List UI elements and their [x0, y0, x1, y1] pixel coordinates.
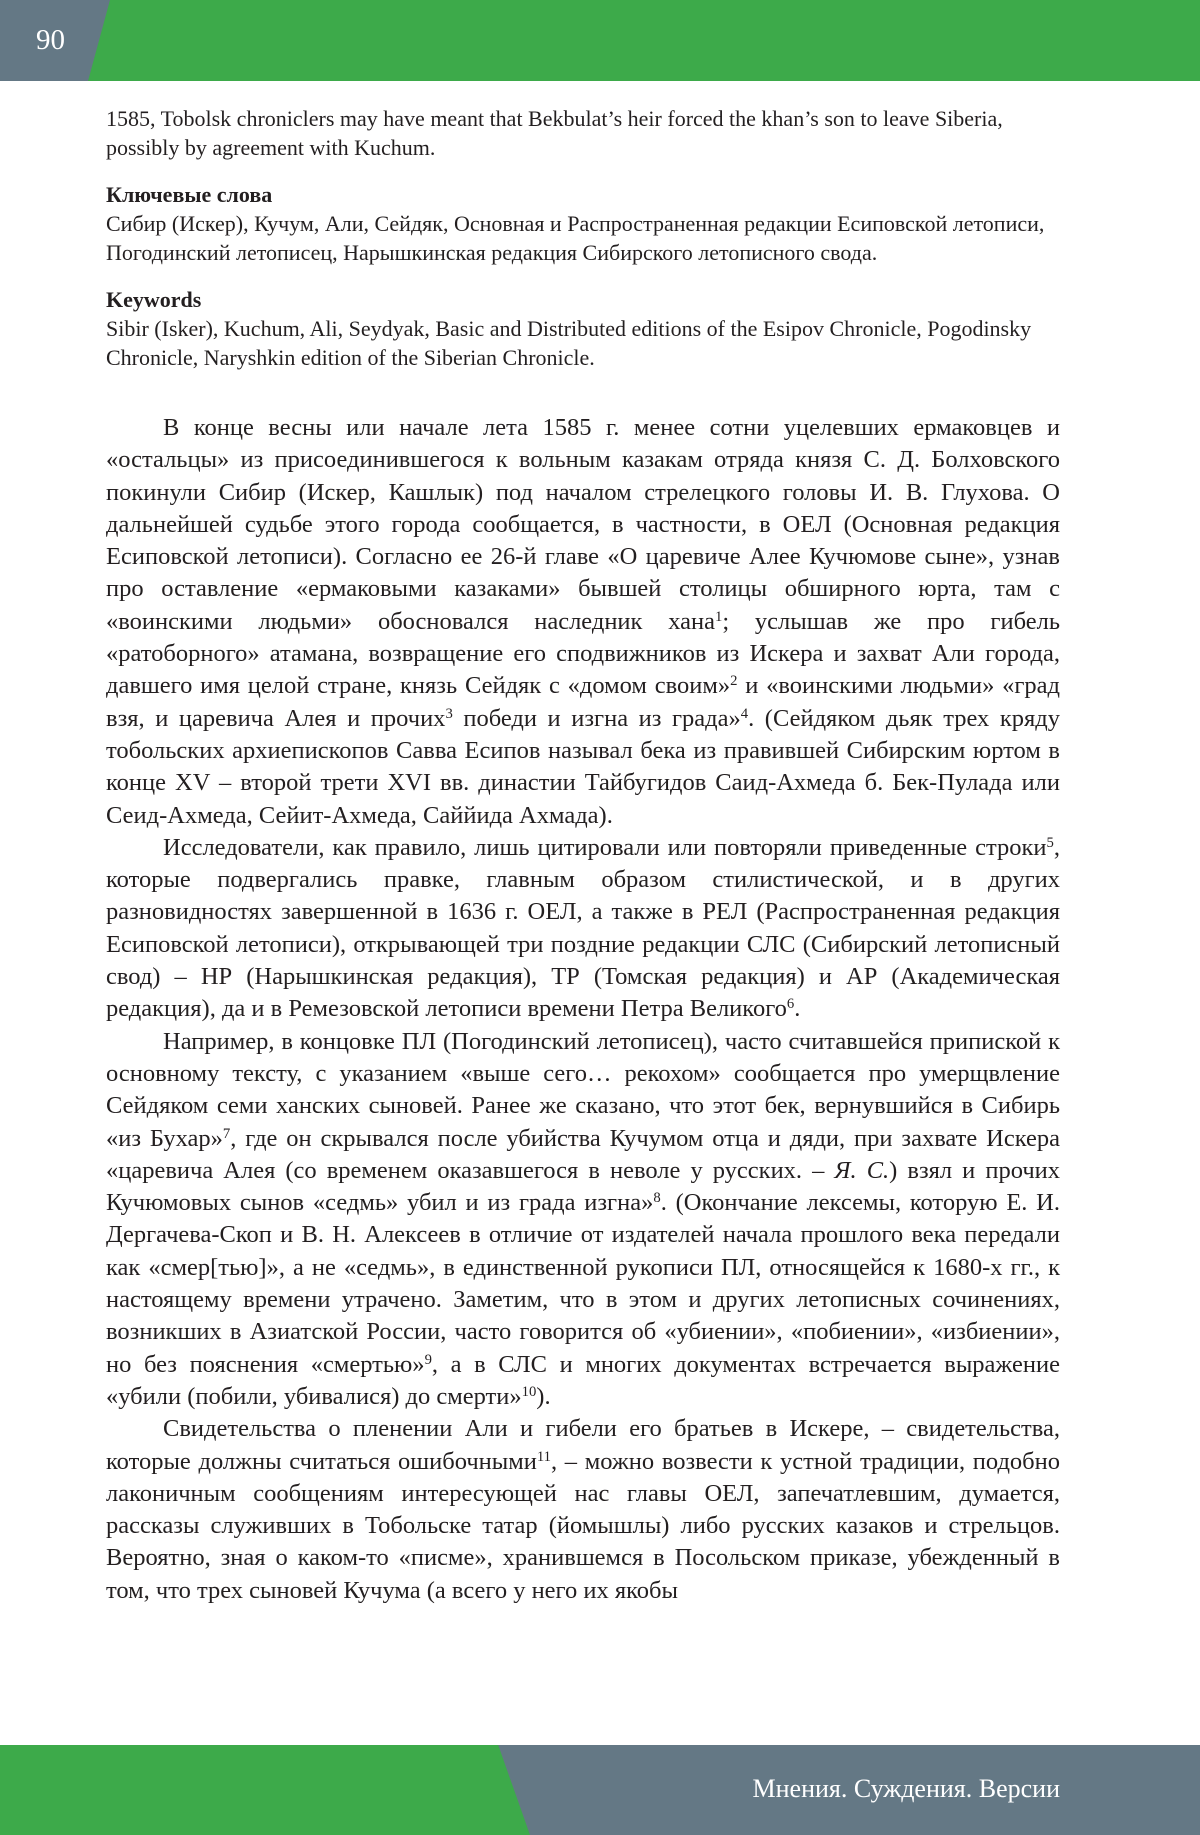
footnote-ref-10[interactable]: 10 [521, 1383, 537, 1400]
text: , – можно возвести к устной традиции, подобно лаконичным сообщениям интересующей нас главы ОЕЛ, запечатлевшим, думается, рассказы служивших в Тобольске татар (йомышлы) либо русских казаков и стрельцов. Вероятно, зная о каком-то «писме», хранившемся в Посольском приказе, убежденный в том, что трех сыновей Кучума (а всего у него их якобы [106, 1447, 1060, 1604]
keywords-en-title: Keywords [106, 287, 202, 312]
keywords-ru-title: Ключевые слова [106, 182, 273, 207]
keywords-ru [106, 180, 1060, 267]
text: Исследователи, как правило, лишь цитировали или повторяли приведенные строки [163, 833, 1047, 861]
keywords-ru-text: Сибир (Искер), Кучум, Али, Сейдяк, Основная и Распространенная редакции Есиповской летописи, Погодинский летописец, Нарышкинская редакция Сибирского летописного свода. [106, 211, 1045, 265]
text: Свидетельства о пленении Али и гибели его братьев в Искере, – свидетельства, которые должны считаться ошибочными [106, 1415, 1060, 1475]
footnote-ref-5[interactable]: 5 [1046, 834, 1054, 851]
header-bar [0, 0, 1200, 81]
journal-section-title: Мнения. Суждения. Версии [752, 1774, 1060, 1803]
paragraph-1 [106, 412, 1060, 832]
paragraph-2 [106, 832, 1060, 1026]
text: ) взял и прочих Кучюмовых сынов «седмь» убил и из града изгна» [106, 1156, 1060, 1217]
page-number: 90 [36, 24, 65, 56]
text: , а в СЛС и многих документах встречается выражение «убили (побили, убивалися) до смерти» [106, 1350, 1060, 1410]
text: В конце весны или начале лета 1585 г. менее сотни уцелевших ермаковцев и «остальцы» из присоединившегося к вольным казакам отряда князя С. Д. Болховского покинули Сибир (Искер, Кашлык) под началом стрелецкого головы И. В. Глухова. О дальнейшей судьбе этого города сообщается, в частности, в ОЕЛ (Основная редакция Есиповской летописи). Согласно ее 26-й главе «О царевиче Алее Кучюмове сыне», узнав про оставление «ермаковыми казаками» бывшей столицы обширного юрта, там с «воинскими людьми» обосновался наследник хана [106, 414, 1060, 635]
text: . [794, 995, 801, 1023]
text: , которые подвергались правке, главным образом стилистической, и в других разновидностях завершенной в 1636 г. ОЕЛ, а также в РЕЛ (Распространенная редакция Есиповской летописи), открывающей три поздние редакции СЛС (Сибирский летописный свод) – НР (Нарышкинская редакция), ТР (Томская редакция) и АР (Академическая редакция), да и в Ремезовской летописи времени Петра Великого [106, 833, 1060, 1023]
footnote-ref-3[interactable]: 3 [445, 705, 453, 722]
footnote-ref-6[interactable]: 6 [786, 996, 795, 1013]
text: и «воинскими людьми» «град взя, и царевича Алея и прочих [106, 672, 1060, 732]
footnote-ref-11[interactable]: 11 [536, 1448, 551, 1465]
text: . (Окончание лексемы, которую Е. И. Дергачева-Скоп и В. Н. Алексеев в отличие от издателей начала прошлого века передали как «смер[тью]», а не «седмь», в единственной рукописи ПЛ, относящейся к 1680-х гг., к настоящему времени утрачено. Заметим, что в этом и других летописных сочинениях, возникших в Азиатской России, часто говорится об «убиении», «побиении», «избиении», но без пояснения «смертью» [106, 1189, 1060, 1378]
footnote-ref-2[interactable]: 2 [730, 673, 738, 690]
text: ). [536, 1382, 551, 1410]
footnote-ref-8[interactable]: 8 [653, 1190, 661, 1207]
paragraph-4 [106, 1413, 1060, 1607]
text: Например, в концовке ПЛ (Погодинский летописец), часто считавшейся припиской к основному тексту, с указанием «выше сего… рекохом» сообщается про умерщвление Сейдяком семи ханских сыновей. Ранее же сказано, что этот бек, вернувшийся в Сибирь «из Бухар» [106, 1027, 1060, 1152]
article-body [106, 412, 1060, 1607]
footnote-ref-4[interactable]: 4 [740, 705, 749, 722]
author-initials: Я. С. [834, 1156, 890, 1184]
footer-accent [0, 1745, 530, 1835]
text: ; услышав же про гибель «ратоборного» атамана, возвращение его сподвижников из Искера и захват Али города, давшего имя целой стране, князь Сейдяк с «домом своим» [106, 607, 1061, 700]
keywords-en-text: Sibir (Isker), Kuchum, Ali, Seydyak, Basic and Distributed editions of the Esipov Chronicle, Pogodinsky Chronicle, Naryshkin edition of the Siberian Chronicle. [106, 316, 1032, 370]
keywords-en [106, 285, 1060, 372]
text: , где он скрывался после убийства Кучумом отца и дяди, при захвате Искера «царевича Алея (со временем оказавшегося в неволе у русских. – [106, 1124, 1060, 1184]
paragraph-3 [106, 1026, 1060, 1414]
text: . (Сейдяком дьяк трех кряду тобольских архиепископов Савва Есипов называл бека из правившей Сибирским юртом в конце XV – второй трети XVI вв. династии Тайбугидов Саид-Ахмеда б. Бек-Пулада или Сеид-Ахмеда, Сейит-Ахмеда, Саййида Ахмада). [106, 704, 1060, 829]
footnote-ref-9[interactable]: 9 [424, 1351, 432, 1368]
text: победи и изгна из града» [452, 704, 741, 732]
page-content [106, 104, 1060, 1607]
footnote-ref-7[interactable]: 7 [222, 1125, 231, 1142]
abstract-continuation: 1585, Tobolsk chroniclers may have meant that Bekbulat’s heir forced the khan’s son to leave Siberia, possibly by agreement with Kuchum. [106, 106, 1003, 160]
footnote-ref-1[interactable]: 1 [715, 608, 723, 625]
